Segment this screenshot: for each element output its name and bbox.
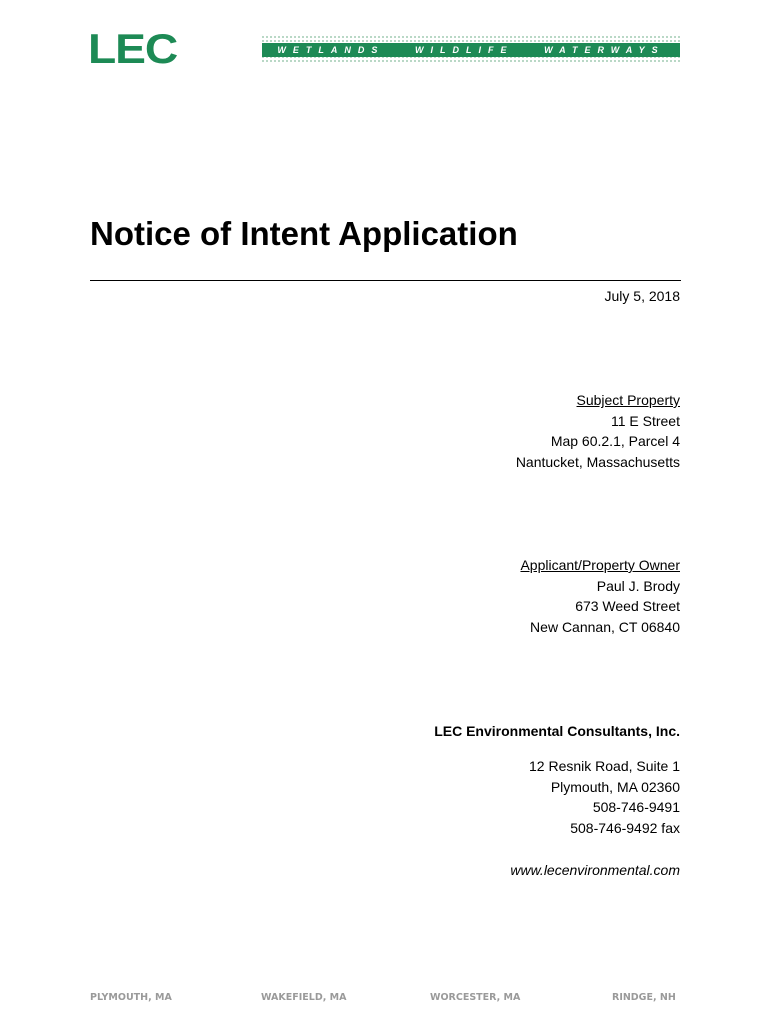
title-divider [90, 280, 681, 281]
applicant-heading: Applicant/Property Owner [520, 557, 680, 573]
footer-office: PLYMOUTH, MA [90, 992, 172, 1003]
footer-office: WORCESTER, MA [430, 992, 521, 1003]
consultant-line: 12 Resnik Road, Suite 1 [529, 758, 680, 774]
footer-office: WAKEFIELD, MA [261, 992, 347, 1003]
subject-property-heading: Subject Property [576, 392, 680, 408]
subject-property-line: Nantucket, Massachusetts [515, 453, 680, 470]
consultant-line: 508-746-9492 fax [570, 819, 680, 836]
consultant-address-block [529, 756, 680, 838]
tagline-word: WILDLIFE [414, 45, 514, 55]
company-logo: LEC [88, 25, 178, 72]
tagline-banner [262, 36, 680, 64]
subject-property-block [516, 390, 680, 472]
footer-office: RINDGE, NH [612, 992, 676, 1003]
website-link[interactable]: www.lecenvironmental.com [510, 862, 680, 878]
applicant-line: Paul J. Brody [596, 577, 680, 594]
document-date: July 5, 2018 [604, 288, 680, 304]
date-block [605, 286, 681, 307]
consultant-name: LEC Environmental Consultants, Inc. [434, 723, 680, 739]
consultant-line: Plymouth, MA 02360 [550, 778, 680, 795]
subject-property-line: 11 E Street [610, 412, 680, 429]
tagline-word: WATERWAYS [544, 45, 665, 55]
applicant-block [520, 555, 680, 637]
document-title: Notice of Intent Application [90, 215, 518, 252]
applicant-line: 673 Weed Street [575, 598, 680, 615]
subject-property-line: Map 60.2.1, Parcel 4 [550, 433, 680, 450]
consultant-name-block [434, 721, 680, 742]
website-block [510, 860, 680, 881]
consultant-line: 508-746-9491 [592, 799, 680, 816]
tagline-text [262, 43, 680, 57]
footer-offices [90, 992, 680, 1006]
applicant-line: New Cannan, CT 06840 [530, 618, 680, 635]
tagline-word: WETLANDS [277, 45, 385, 55]
